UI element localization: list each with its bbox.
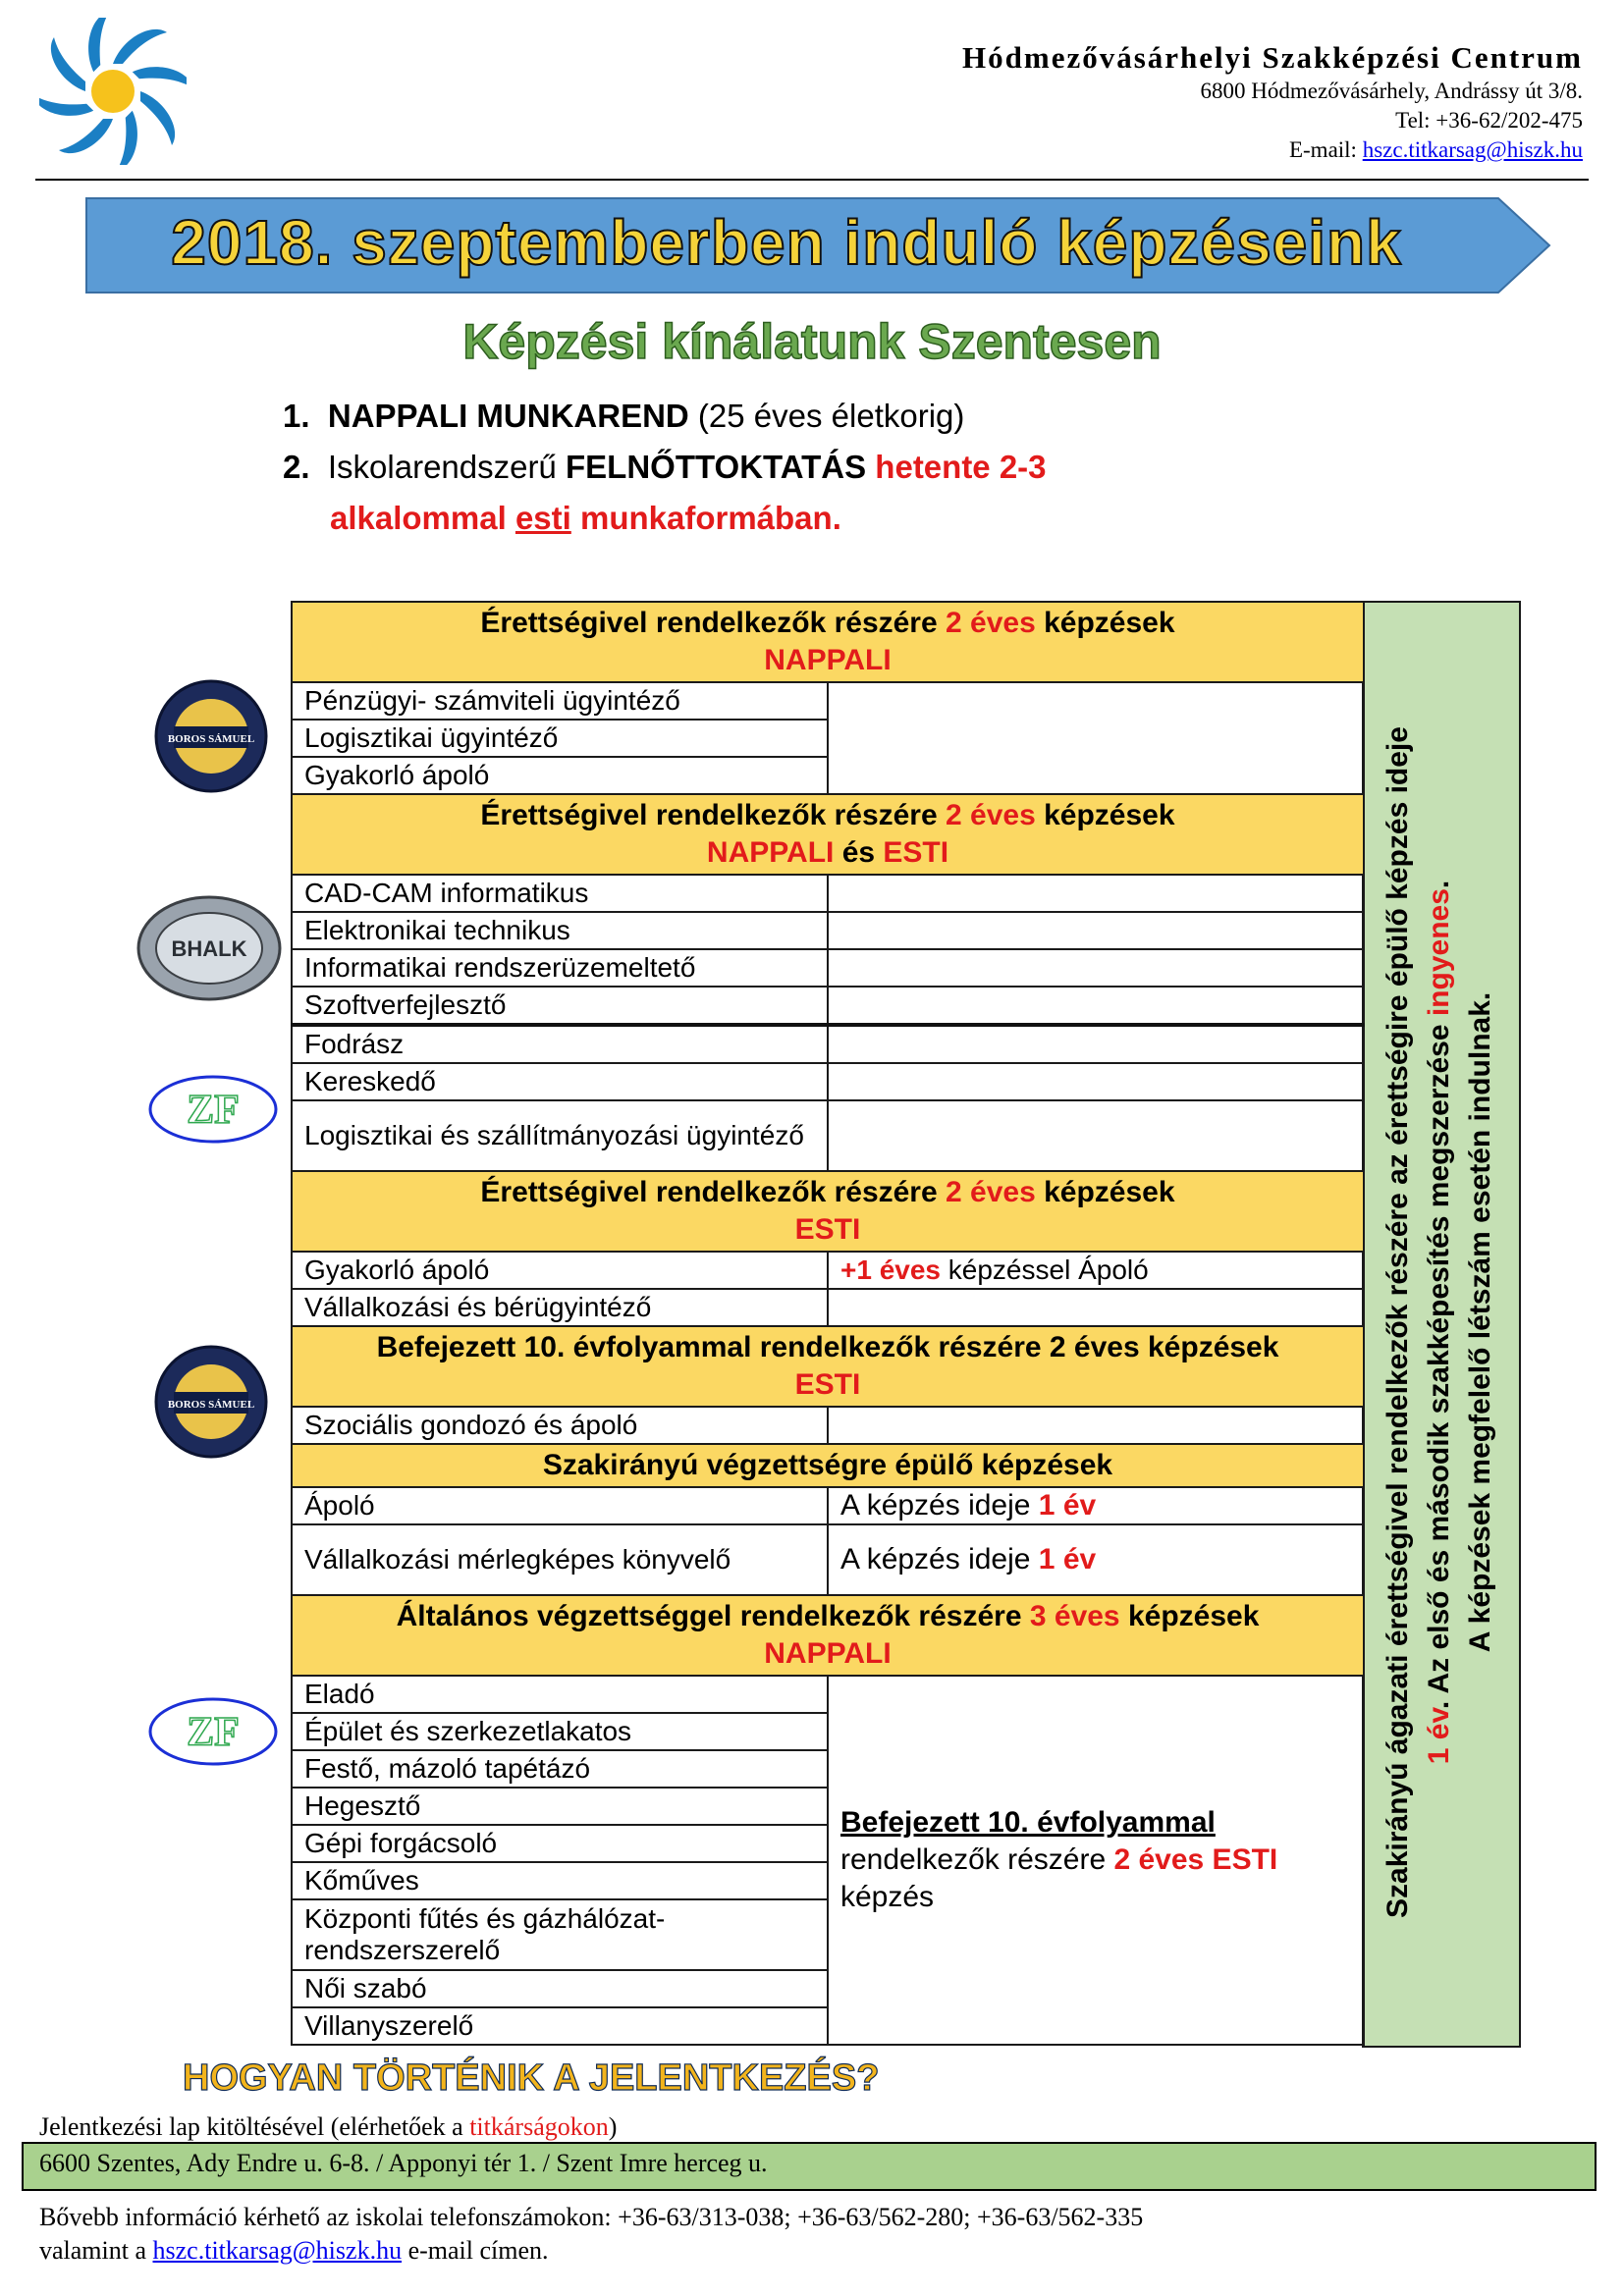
- course-name: Villanyszerelő: [292, 2007, 828, 2045]
- zf-school-emblem: [147, 1074, 279, 1145]
- boros-samuel-seal: [152, 677, 270, 795]
- org-header: [962, 39, 1583, 165]
- weekly-note: hetente 2-3: [866, 449, 1047, 485]
- note-duration: 2 éves ESTI: [1113, 1843, 1278, 1876]
- course-name: Gyakorló ápoló: [292, 1252, 828, 1289]
- course-name: Fodrász: [292, 1025, 828, 1063]
- header-mode: NAPPALI: [764, 1637, 892, 1670]
- phone-numbers: Bővebb információ kérhető az iskolai telefonszámokon: +36-63/313-038; +36-63/562-280; +36-63/562-335: [39, 2203, 1144, 2231]
- course-name: Központi fűtés és gázhálózat-rendszerszerelő: [292, 1899, 828, 1970]
- course-name: Kereskedő: [292, 1063, 828, 1100]
- list-item-continuation: [283, 493, 1047, 544]
- svg-text:BOROS SÁMUEL: BOROS SÁMUEL: [167, 733, 255, 745]
- header-text-end: képzések: [1035, 607, 1175, 639]
- course-note: [828, 1524, 1364, 1595]
- section-header-cell: [292, 794, 1364, 875]
- table-row: [292, 949, 1364, 987]
- table-row: [292, 1407, 1364, 1444]
- header-duration: 2 éves: [946, 799, 1036, 831]
- side-line-2-text: . Az első és második szakképesítés megszerzése: [1423, 1016, 1455, 1710]
- table-row: [292, 912, 1364, 949]
- section-header-cell: [292, 1326, 1364, 1407]
- header-text: Érettségivel rendelkezők részére: [480, 799, 947, 831]
- section-header-5: [292, 1444, 1364, 1487]
- side-line-2-end: .: [1423, 880, 1455, 889]
- course-name: Kőműves: [292, 1862, 828, 1899]
- note-text: rendelkezők részére: [840, 1843, 1114, 1876]
- offices-text: titkárságokon: [469, 2112, 609, 2141]
- header-duration: 2 éves: [946, 1176, 1036, 1208]
- header-divider: [35, 179, 1589, 181]
- table-row: [292, 1025, 1364, 1063]
- header-text-end: képzések: [1119, 1600, 1260, 1632]
- school-system-text: Iskolarendszerű: [327, 449, 566, 485]
- evening-text: esti: [514, 500, 571, 536]
- application-text-end: ): [608, 2112, 618, 2141]
- org-phone: Tel: +36-62/202-475: [1395, 108, 1583, 133]
- course-name: Informatikai rendszerüzemeltető: [292, 949, 828, 987]
- header-text-end: képzések: [1035, 799, 1175, 831]
- side-info-text-wrap: [1362, 601, 1517, 2044]
- footer-email-link[interactable]: hszc.titkarsag@hiszk.hu: [152, 2236, 403, 2265]
- table-row: [292, 1100, 1364, 1171]
- age-note: (25 éves életkorig): [688, 398, 965, 434]
- section-header-cell: [292, 602, 1364, 682]
- course-name: Pénzügyi- számviteli ügyintéző: [292, 682, 828, 720]
- table-row: [292, 987, 1364, 1025]
- section-header-3: [292, 1171, 1364, 1252]
- course-name: Hegesztő: [292, 1788, 828, 1825]
- table-row: [292, 682, 1364, 720]
- list-number: 1.: [283, 398, 310, 434]
- school-addresses: 6600 Szentes, Ady Endre u. 6-8. / Apponyi tér 1. / Szent Imre herceg u.: [39, 2149, 768, 2177]
- course-note-empty: [828, 987, 1364, 1025]
- side-duration: 1 év: [1423, 1709, 1455, 1765]
- course-note-empty: [828, 875, 1364, 912]
- adult-education-label: FELNŐTTOKTATÁS: [566, 449, 867, 485]
- course-name: Eladó: [292, 1676, 828, 1713]
- header-mode: NAPPALI: [706, 836, 835, 869]
- table-row: [292, 1252, 1364, 1289]
- section-header-cell: Szakirányú végzettségre épülő képzések: [292, 1444, 1364, 1487]
- course-name: Elektronikai technikus: [292, 912, 828, 949]
- evening-option-note: [828, 1676, 1364, 2045]
- header-mode: ESTI: [794, 1213, 861, 1246]
- header-text: Általános végzettséggel rendelkezők részére: [396, 1600, 1030, 1632]
- application-note: [39, 2112, 617, 2142]
- org-address: 6800 Hódmezővásárhely, Andrássy út 3/8.: [1200, 79, 1583, 103]
- hszc-logo: [39, 18, 187, 165]
- header-text: Érettségivel rendelkezők részére: [480, 607, 947, 639]
- side-free: ingyenes: [1423, 888, 1455, 1017]
- note-underlined: Befejezett 10. évfolyammal: [840, 1806, 1216, 1839]
- side-line-2: [1419, 615, 1460, 2029]
- course-name: Festő, mázoló tapétázó: [292, 1750, 828, 1788]
- course-name: Ápoló: [292, 1487, 828, 1524]
- header-mode: ESTI: [883, 836, 949, 869]
- list-number: 2.: [283, 449, 310, 485]
- svg-text:ZF: ZF: [187, 1710, 240, 1755]
- email-line: [39, 2234, 1143, 2268]
- course-name: Gyakorló ápoló: [292, 757, 828, 794]
- org-email-line: [962, 135, 1583, 165]
- section-header-cell: [292, 1171, 1364, 1252]
- course-note-empty: [828, 912, 1364, 949]
- email-text: valamint a: [39, 2236, 153, 2265]
- header-mode: NAPPALI: [764, 644, 892, 676]
- zf-school-emblem-2: [147, 1696, 279, 1767]
- header-text: Befejezett 10. évfolyammal rendelkezők részére 2 éves képzések: [376, 1331, 1279, 1363]
- course-name: Logisztikai és szállítmányozási ügyintéző: [292, 1100, 828, 1171]
- course-note-empty: [828, 1025, 1364, 1063]
- school-emblem-grey: [135, 891, 283, 1004]
- note-text: képzéssel Ápoló: [941, 1255, 1149, 1285]
- section-header-4: [292, 1326, 1364, 1407]
- course-note: [828, 1487, 1364, 1524]
- section-header-2: [292, 794, 1364, 875]
- header-duration: 3 éves: [1029, 1600, 1120, 1632]
- header-text-end: képzések: [1035, 1176, 1175, 1208]
- how-to-apply-heading: HOGYAN TÖRTÉNIK A JELENTKEZÉS?: [183, 2057, 880, 2099]
- course-note-empty: [828, 682, 1364, 794]
- table-row: [292, 1487, 1364, 1524]
- note-text-end: képzés: [840, 1881, 935, 1913]
- table-row: [292, 1289, 1364, 1326]
- section-header-cell: [292, 1595, 1364, 1676]
- list-item: [283, 391, 1047, 442]
- course-name: Vállalkozási mérlegképes könyvelő: [292, 1524, 828, 1595]
- note-text: A képzés ideje: [840, 1489, 1039, 1522]
- org-email-link[interactable]: hszc.titkarsag@hiszk.hu: [1362, 137, 1583, 162]
- application-text: Jelentkezési lap kitöltésével (elérhetőek a: [39, 2112, 470, 2141]
- header-mode: ESTI: [794, 1368, 861, 1401]
- course-note-empty: [828, 1100, 1364, 1171]
- occasions-text: alkalommal: [330, 500, 515, 536]
- page-title: 2018. szeptemberben induló képzéseink: [171, 207, 1402, 278]
- format-text: munkaformában.: [570, 500, 841, 536]
- course-name: Szoftverfejlesztő: [292, 987, 828, 1025]
- course-name: Épület és szerkezetlakatos: [292, 1713, 828, 1750]
- table-row: [292, 1063, 1364, 1100]
- note-duration: +1 éves: [840, 1255, 941, 1285]
- section-header-1: [292, 602, 1364, 682]
- course-name: Logisztikai ügyintéző: [292, 720, 828, 757]
- course-note-empty: [828, 1063, 1364, 1100]
- note-duration: 1 év: [1038, 1489, 1097, 1522]
- side-line-1: Szakirányú ágazati érettségivel rendelkezők részére az érettségire épülő képzés ideje: [1381, 726, 1414, 1918]
- table-row: [292, 875, 1364, 912]
- boros-samuel-seal-2: [152, 1343, 270, 1461]
- course-note-empty: [828, 1289, 1364, 1326]
- work-schedule-list: [283, 391, 1047, 544]
- course-name: Női szabó: [292, 1970, 828, 2007]
- email-label: E-mail:: [1288, 137, 1363, 162]
- note-text: A képzés ideje: [840, 1543, 1039, 1575]
- header-text: Érettségivel rendelkezők részére: [480, 1176, 947, 1208]
- org-name: Hódmezővásárhelyi Szakképzési Centrum: [962, 40, 1583, 75]
- note-duration: 1 év: [1038, 1543, 1097, 1575]
- course-name: Szociális gondozó és ápoló: [292, 1407, 828, 1444]
- courses-table: [291, 601, 1365, 2046]
- list-item: [283, 442, 1047, 493]
- side-line-3: A képzések megfelelő létszám esetén indulnak.: [1464, 991, 1496, 1653]
- table-row: [292, 1524, 1364, 1595]
- course-name: Vállalkozási és bérügyintéző: [292, 1289, 828, 1326]
- svg-text:BOROS SÁMUEL: BOROS SÁMUEL: [167, 1399, 255, 1411]
- course-note-empty: [828, 1407, 1364, 1444]
- section-header-6: [292, 1595, 1364, 1676]
- table-row: [292, 1676, 1364, 1713]
- side-info-text: [1378, 615, 1501, 2029]
- page-subtitle: Képzési kínálatunk Szentesen: [462, 314, 1162, 369]
- daytime-label: NAPPALI MUNKAREND: [327, 398, 689, 434]
- svg-text:ZF: ZF: [187, 1088, 240, 1133]
- header-mode-join: és: [834, 836, 884, 869]
- course-name: Gépi forgácsoló: [292, 1825, 828, 1862]
- svg-text:BHALK: BHALK: [171, 936, 247, 961]
- email-text-end: e-mail címen.: [402, 2236, 549, 2265]
- course-note-empty: [828, 949, 1364, 987]
- header-duration: 2 éves: [946, 607, 1036, 639]
- contact-info: [39, 2201, 1143, 2268]
- course-name: CAD-CAM informatikus: [292, 875, 828, 912]
- course-note: [828, 1252, 1364, 1289]
